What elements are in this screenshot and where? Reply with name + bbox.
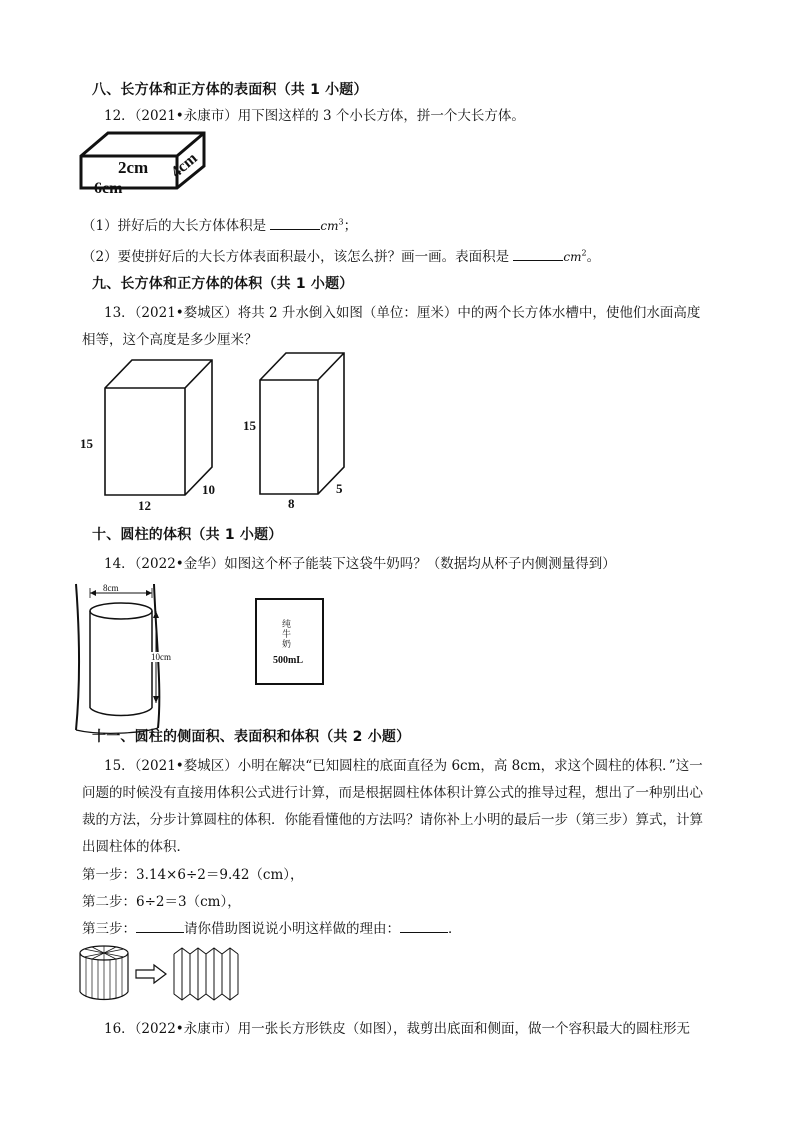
section-8-title: 八、长方体和正方体的表面积（共 1 小题） (92, 82, 368, 98)
section-9-title: 九、长方体和正方体的体积（共 1 小题） (92, 276, 354, 292)
question-16-stem: 16．（2022•永康市）用一张长方形铁皮（如图），裁剪出底面和侧面，做一个容积最大的圆柱形无 (104, 1021, 690, 1037)
tank-2-figure (256, 350, 351, 500)
section-10-title: 十、圆柱的体积（共 1 小题） (92, 527, 283, 543)
tank-1-length-label: 12 (138, 498, 151, 513)
question-12-stem: 12．（2021•永康市）用下图这样的 3 个小长方体，拼一个大长方体。 (104, 108, 525, 124)
tank-1-height-label: 15 (80, 436, 93, 451)
question-15-line-1: 15．（2021•婺城区）小明在解决“已知圆柱的底面直径为 6cm，高 8cm，求这个圆柱的体积．”这一 (104, 758, 703, 774)
question-15-line-2: 问题的时候没有直接用体积公式进行计算，而是根据圆柱体体积计算公式的推导过程，想出了一种别出心 (82, 785, 703, 801)
cup-diameter-label: 8cm (103, 583, 119, 593)
answer-blank-surface-area[interactable] (513, 260, 563, 261)
cuboid-length-label: 6cm (94, 180, 123, 197)
milk-name-label: 纯 牛 奶 (282, 620, 292, 650)
question-15-step-2: 第二步：6÷2＝3（cm）， (82, 894, 241, 910)
answer-blank-reason[interactable] (400, 932, 448, 933)
tank-2-length-label: 8 (288, 496, 295, 511)
cuboid-width-label: 4cm (168, 149, 201, 182)
cuboid-height-label: 2cm (118, 158, 149, 177)
tank-2-width-label: 5 (336, 481, 343, 496)
cup-figure (72, 578, 192, 738)
milk-volume-label: 500mL (273, 655, 303, 666)
question-14-stem: 14．（2022•金华）如图这个杯子能装下这袋牛奶吗？（数据均从杯子内侧测量得到） (104, 556, 616, 572)
question-12-part-2: （2）要使拼好后的大长方体表面积最小，该怎么拼？画一画。表面积是 $cm^2$。 (82, 248, 601, 265)
tank-2-height-label: 15 (243, 418, 256, 433)
answer-blank-step-3[interactable] (136, 932, 184, 933)
question-15-step-3: 第三步： 请你借助图说说小明这样做的理由： ． (82, 921, 462, 937)
tank-1-width-label: 10 (202, 482, 215, 497)
cylinder-transform-figure (78, 944, 248, 1002)
answer-blank-volume[interactable] (270, 229, 320, 230)
question-13-line-1: 13．（2021•婺城区）将共 2 升水倒入如图（单位：厘米）中的两个长方体水槽中，使他们水面高度 (104, 305, 701, 321)
cup-height-label: 10cm (151, 652, 171, 662)
question-15-step-1: 第一步：3.14×6÷2＝9.42（cm）， (82, 867, 304, 883)
tank-1-figure (100, 355, 220, 500)
section-11-title: 十一、圆柱的侧面积、表面积和体积（共 2 小题） (92, 729, 411, 745)
question-15-line-4: 出圆柱体的体积． (82, 839, 190, 855)
question-12-part-1: （1）拼好后的大长方体体积是 $cm^3$； (82, 217, 358, 234)
question-15-line-3: 裁的方法，分步计算圆柱的体积．你能看懂他的方法吗？请你补上小明的最后一步（第三步）算式，计算 (82, 812, 703, 828)
question-13-line-2: 相等，这个高度是多少厘米？ (82, 332, 258, 348)
